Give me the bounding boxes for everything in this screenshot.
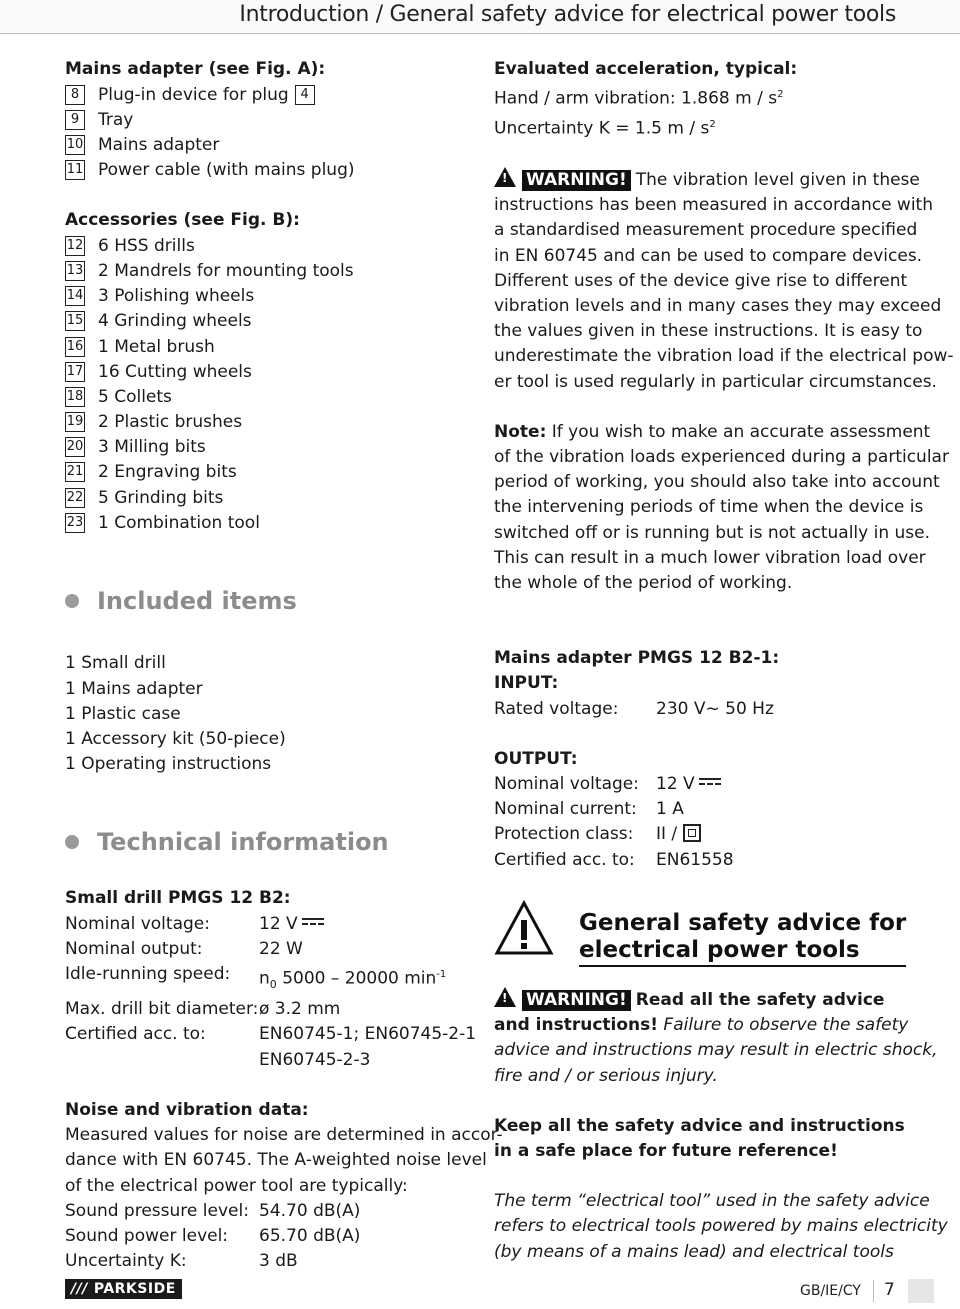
list-item bbox=[65, 510, 465, 535]
spec-value-text: 5000 – 20000 min bbox=[282, 968, 437, 989]
warning-label: WARNING! bbox=[522, 170, 631, 191]
accessories-list bbox=[65, 233, 465, 535]
spec-label: Rated voltage: bbox=[494, 698, 619, 719]
item-number: 23 bbox=[65, 513, 85, 533]
keep-advice-line: in a safe place for future reference! bbox=[494, 1141, 838, 1162]
item-label: 2 Engraving bits bbox=[98, 462, 237, 483]
spec-label: Certified acc. to: bbox=[65, 1024, 206, 1045]
warning-bold-text: Read all the safety advice bbox=[635, 990, 885, 1010]
technical-information-title: Technical information bbox=[97, 828, 389, 857]
item-number: 22 bbox=[65, 488, 85, 508]
noise-title: Noise and vibration data: bbox=[65, 1099, 309, 1120]
list-item: 1 Small drill bbox=[65, 653, 166, 674]
list-item bbox=[65, 435, 465, 460]
note-text-line: the intervening periods of time when the device is bbox=[494, 497, 924, 518]
note-text-line: This can result in a much lower vibration load over bbox=[494, 547, 926, 568]
list-item: 1 Mains adapter bbox=[65, 678, 203, 699]
item-label: Power cable (with mains plug) bbox=[98, 160, 355, 181]
spec-label: Nominal current: bbox=[494, 799, 637, 820]
spec-value bbox=[656, 822, 701, 847]
spec-row bbox=[494, 822, 904, 847]
item-number: 10 bbox=[65, 135, 85, 155]
spec-row bbox=[494, 697, 904, 722]
item-number: 14 bbox=[65, 286, 85, 306]
list-item bbox=[65, 133, 465, 158]
safety-warning-line bbox=[494, 1013, 909, 1038]
item-label: 4 Grinding wheels bbox=[98, 311, 252, 332]
hand-arm-text: Hand / arm vibration: 1.868 m / s bbox=[494, 88, 778, 109]
hand-arm-vibration bbox=[494, 82, 904, 112]
warning-label: WARNING! bbox=[522, 990, 631, 1011]
noise-label: Sound pressure level: bbox=[65, 1200, 249, 1221]
output-title: OUTPUT: bbox=[494, 748, 578, 769]
spec-value: 230 V~ 50 Hz bbox=[656, 698, 774, 719]
vibration-uncertainty bbox=[494, 112, 904, 142]
item-number: 20 bbox=[65, 437, 85, 457]
item-number: 9 bbox=[65, 110, 85, 130]
warning-text-line: the values given in these instructions. It is easy to bbox=[494, 321, 923, 342]
warning-bold-text: and instructions! bbox=[494, 1015, 659, 1036]
page-number: 7 bbox=[884, 1280, 895, 1300]
list-item: 1 Plastic case bbox=[65, 703, 181, 724]
noise-text-line: of the electrical power tool are typically: bbox=[65, 1175, 408, 1196]
parkside-logo bbox=[65, 1279, 182, 1299]
title-underline bbox=[579, 965, 906, 967]
list-item bbox=[65, 409, 465, 434]
bullet-dot-icon bbox=[65, 594, 79, 608]
note-text-line: period of working, you should also take into account bbox=[494, 472, 940, 493]
spec-label: Idle-running speed: bbox=[65, 964, 231, 985]
note-text-line: the whole of the period of working. bbox=[494, 572, 793, 593]
uncertainty-sup: 2 bbox=[709, 119, 716, 131]
noise-value: 54.70 dB(A) bbox=[259, 1200, 361, 1221]
noise-row bbox=[65, 1249, 465, 1274]
item-number: 16 bbox=[65, 337, 85, 357]
spec-label: Max. drill bit diameter: bbox=[65, 999, 259, 1020]
item-label: 3 Polishing wheels bbox=[98, 286, 255, 307]
adapter-spec-title: Mains adapter PMGS 12 B2-1: bbox=[494, 648, 780, 669]
noise-value: 3 dB bbox=[259, 1251, 298, 1272]
logo-slashes: /// bbox=[71, 1281, 88, 1297]
warning-italic-text: Failure to observe the safety bbox=[663, 1015, 909, 1036]
accessories-title: Accessories (see Fig. B): bbox=[65, 209, 300, 230]
spec-value-text: 12 V bbox=[656, 773, 695, 794]
warning-triangle-icon bbox=[494, 987, 516, 1007]
vibration-title: Evaluated acceleration, typical: bbox=[494, 59, 798, 79]
mains-adapter-list bbox=[65, 82, 465, 183]
item-number: 11 bbox=[65, 160, 85, 180]
list-item bbox=[65, 233, 465, 258]
warning-text-line: instructions has been measured in accordance with bbox=[494, 195, 933, 216]
spec-row bbox=[65, 997, 465, 1022]
spec-value-line: EN60745-1; EN60745-2-1 bbox=[259, 1024, 477, 1045]
warning-text-line: er tool is used regularly in particular circumstances. bbox=[494, 371, 937, 392]
page-header bbox=[0, 0, 960, 34]
general-safety-title-line: General safety advice for bbox=[579, 910, 907, 936]
item-label: Plug-in device for plug bbox=[98, 84, 289, 105]
hand-arm-sup: 2 bbox=[777, 89, 784, 101]
spec-value bbox=[656, 772, 721, 797]
list-item: 1 Accessory kit (50-piece) bbox=[65, 729, 286, 750]
header-title: Introduction / General safety advice for electrical power tools bbox=[239, 2, 896, 27]
country-code: GB/IE/CY bbox=[800, 1283, 861, 1299]
list-item bbox=[65, 334, 465, 359]
spec-value: 22 W bbox=[259, 938, 303, 959]
term-definition-line: refers to electrical tools powered by mains electricity bbox=[494, 1216, 948, 1237]
warning-text: The vibration level given in these bbox=[635, 169, 920, 190]
item-label: 2 Mandrels for mounting tools bbox=[98, 260, 354, 281]
item-number: 18 bbox=[65, 387, 85, 407]
item-label: 1 Combination tool bbox=[98, 512, 260, 533]
included-items-list bbox=[65, 651, 465, 777]
noise-row bbox=[65, 1199, 465, 1224]
page-tab-marker bbox=[908, 1279, 934, 1303]
safety-warning-line bbox=[494, 987, 904, 1013]
spec-value bbox=[259, 1022, 476, 1072]
warning-text-line: vibration levels and in many cases they may exceed bbox=[494, 295, 942, 316]
vibration-warning-line bbox=[494, 167, 920, 193]
item-number: 17 bbox=[65, 362, 85, 382]
input-title: INPUT: bbox=[494, 673, 559, 694]
item-label: 16 Cutting wheels bbox=[98, 361, 252, 382]
spec-value-text: II / bbox=[656, 824, 678, 845]
noise-label: Sound power level: bbox=[65, 1225, 229, 1246]
list-item bbox=[65, 359, 465, 384]
warning-italic-line: advice and instructions may result in electric shock, bbox=[494, 1040, 938, 1061]
item-label: 2 Plastic brushes bbox=[98, 412, 243, 433]
right-column bbox=[494, 57, 954, 873]
spec-value bbox=[259, 962, 446, 997]
general-safety-body bbox=[494, 987, 948, 1265]
spec-label: Nominal voltage: bbox=[65, 913, 210, 934]
noise-row bbox=[65, 1224, 465, 1249]
note-label: Note: bbox=[494, 421, 547, 442]
spec-row bbox=[494, 848, 904, 873]
spec-value-sup: -1 bbox=[436, 969, 447, 981]
noise-value: 65.70 dB(A) bbox=[259, 1225, 361, 1246]
list-item bbox=[65, 107, 465, 132]
note-text: If you wish to make an accurate assessment bbox=[551, 421, 931, 442]
spec-row bbox=[494, 772, 904, 797]
included-items-heading bbox=[65, 581, 465, 621]
list-item bbox=[65, 384, 465, 409]
list-item bbox=[65, 309, 465, 334]
warning-text-line: Different uses of the device give rise to different bbox=[494, 270, 908, 291]
general-safety-title-line: electrical power tools bbox=[579, 937, 860, 963]
note-text-line: of the vibration loads experienced during a particular bbox=[494, 446, 949, 467]
warning-text-line: a standardised measurement procedure specified bbox=[494, 220, 918, 241]
item-label: 3 Milling bits bbox=[98, 437, 206, 458]
spec-value-text: 12 V bbox=[259, 913, 298, 934]
list-item bbox=[65, 82, 465, 107]
spec-label: Nominal output: bbox=[65, 938, 203, 959]
left-column bbox=[65, 57, 503, 1274]
bullet-dot-icon bbox=[65, 835, 79, 849]
list-item bbox=[65, 284, 465, 309]
list-item: 1 Operating instructions bbox=[65, 754, 272, 775]
drill-spec-title: Small drill PMGS 12 B2: bbox=[65, 888, 291, 909]
spec-value-sub: 0 bbox=[269, 978, 277, 992]
warning-triangle-large-icon bbox=[494, 900, 554, 956]
item-number: 8 bbox=[65, 85, 85, 105]
warning-text-line: underestimate the vibration load if the electrical pow- bbox=[494, 346, 954, 367]
term-definition-line: The term “electrical tool” used in the safety advice bbox=[494, 1191, 930, 1212]
noise-text-line: Measured values for noise are determined in accor- bbox=[65, 1125, 503, 1146]
spec-row bbox=[494, 797, 904, 822]
item-label: Mains adapter bbox=[98, 135, 220, 156]
spec-row bbox=[65, 912, 465, 937]
list-item bbox=[65, 158, 465, 183]
item-label: 5 Grinding bits bbox=[98, 487, 224, 508]
included-items-title: Included items bbox=[97, 587, 297, 616]
list-item bbox=[65, 485, 465, 510]
item-number: 19 bbox=[65, 412, 85, 432]
item-number: 21 bbox=[65, 462, 85, 482]
item-number: 12 bbox=[65, 236, 85, 256]
general-safety-title bbox=[579, 910, 906, 964]
item-label: 1 Metal brush bbox=[98, 336, 215, 357]
note-line bbox=[494, 420, 931, 445]
dc-symbol-icon bbox=[699, 778, 721, 785]
item-label: Tray bbox=[98, 109, 134, 130]
item-label: 6 HSS drills bbox=[98, 235, 195, 256]
spec-value: EN61558 bbox=[656, 849, 734, 870]
noise-label: Uncertainty K: bbox=[65, 1251, 187, 1272]
spec-row bbox=[65, 1022, 477, 1072]
mains-adapter-title: Mains adapter (see Fig. A): bbox=[65, 59, 326, 79]
keep-advice-line: Keep all the safety advice and instructions bbox=[494, 1115, 905, 1136]
item-number: 13 bbox=[65, 261, 85, 281]
warning-italic-line: fire and / or serious injury. bbox=[494, 1065, 718, 1086]
spec-value bbox=[259, 912, 324, 937]
warning-text-line: in EN 60745 and can be used to compare devices. bbox=[494, 245, 923, 266]
note-text-line: switched off or is running but is not actually in use. bbox=[494, 522, 931, 543]
spec-value-line: EN60745-2-3 bbox=[259, 1049, 371, 1070]
item-number: 15 bbox=[65, 311, 85, 331]
footer-divider bbox=[873, 1280, 874, 1302]
protection-class-ii-icon bbox=[683, 824, 701, 842]
spec-row bbox=[65, 962, 465, 997]
spec-value-n: n bbox=[259, 968, 270, 989]
logo-text: PARKSIDE bbox=[93, 1281, 176, 1297]
uncertainty-text: Uncertainty K = 1.5 m / s bbox=[494, 118, 710, 139]
dc-symbol-icon bbox=[302, 918, 324, 925]
item-label: 5 Collets bbox=[98, 386, 172, 407]
term-definition-line: (by means of a mains lead) and electrical tools bbox=[494, 1241, 894, 1262]
spec-label: Certified acc. to: bbox=[494, 849, 635, 870]
spec-row bbox=[65, 937, 465, 962]
noise-text-line: dance with EN 60745. The A-weighted noise level bbox=[65, 1150, 487, 1171]
warning-triangle-icon bbox=[494, 167, 516, 187]
spec-value: 1 A bbox=[656, 799, 684, 820]
item-reference-number: 4 bbox=[295, 85, 315, 105]
technical-information-heading bbox=[65, 822, 465, 862]
list-item bbox=[65, 460, 465, 485]
spec-label: Nominal voltage: bbox=[494, 773, 639, 794]
list-item bbox=[65, 258, 465, 283]
spec-value: ø 3.2 mm bbox=[259, 999, 341, 1020]
spec-label: Protection class: bbox=[494, 824, 634, 845]
